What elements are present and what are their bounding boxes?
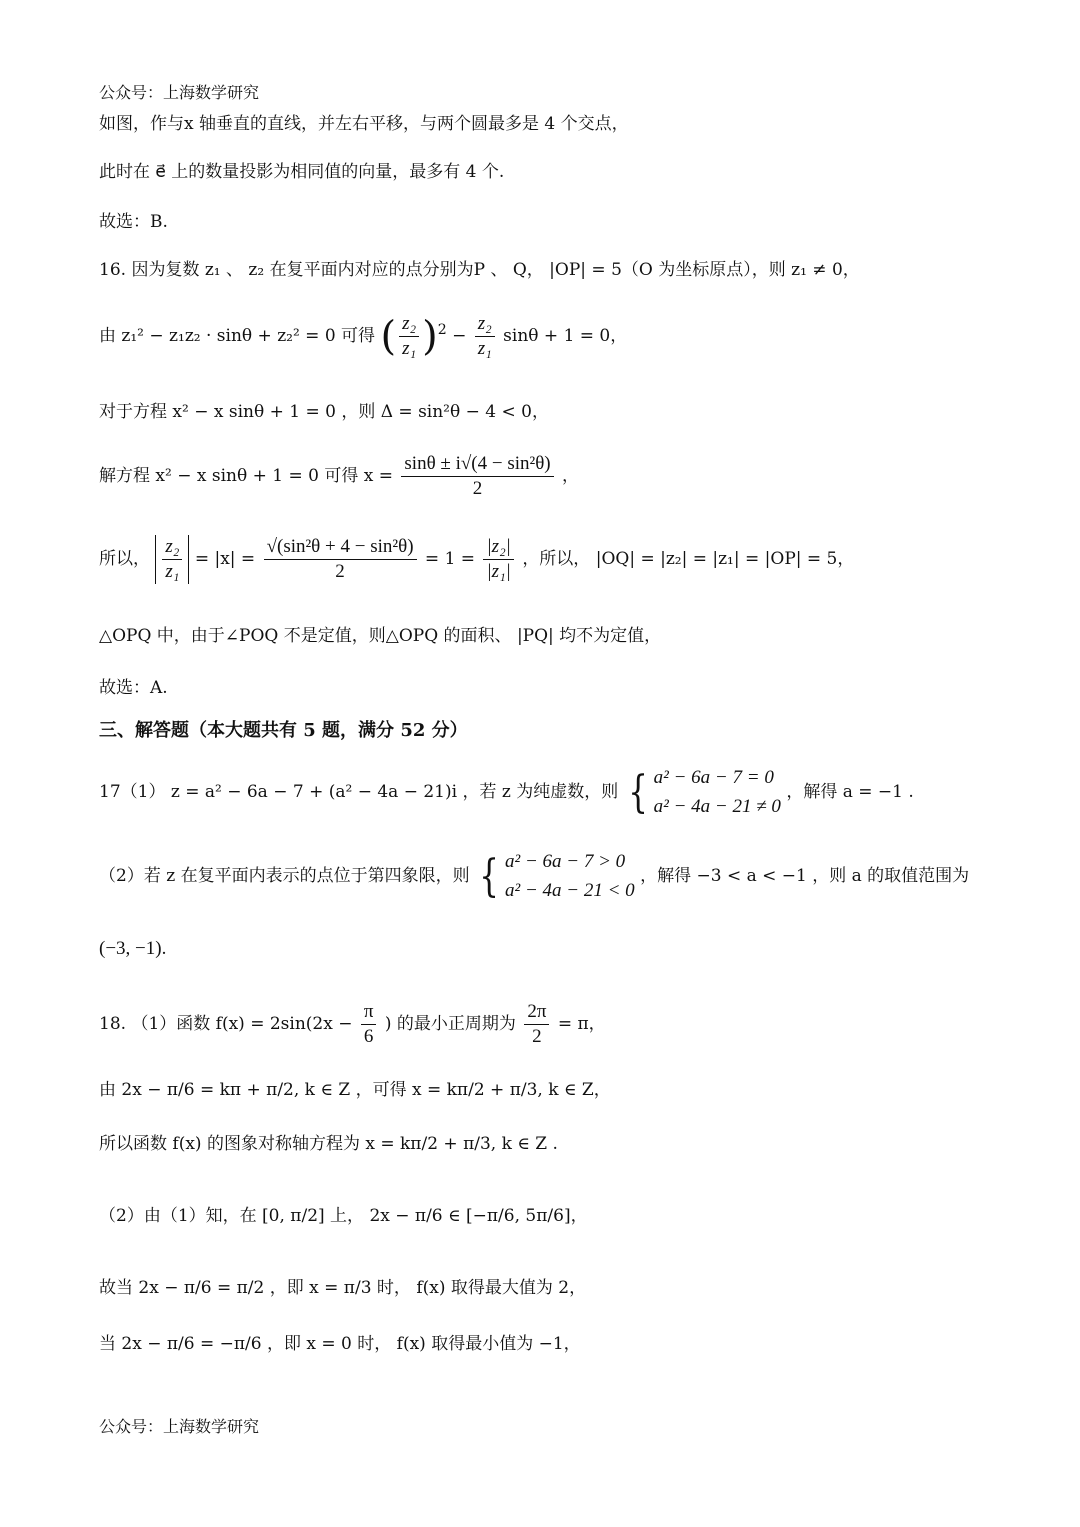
- q18-line-2: 由 2x − π/6 = kπ + π/2, k ∈ Z ，可得 x = kπ/2 + π/3, k ∈ Z，: [99, 1080, 611, 1100]
- q17-line-1: 17（1） z = a² − 6a − 7 + (a² − 4a − 21)i ，若 z 为纯虚数，则 { a² − 6a − 7 = 0 a² − 4a − 21 ≠ 0 ，解得 a = −1 .: [99, 764, 914, 821]
- fraction: $\frac{\text{|z₂|}}{\text{|z₁|}}$: [483, 535, 513, 584]
- q16-line-4: 解方程 x² − x sinθ + 1 = 0 可得 x = $\frac{\text{sinθ ± i√(4 − sin²θ)}}{2}$ ，: [99, 453, 580, 499]
- q16-line-6: △OPQ 中，由于∠POQ 不是定值，则△OPQ 的面积、 |PQ| 均不为定值，: [99, 626, 662, 646]
- fraction: $\frac{\text{z₂}}{\text{z₁}}$: [162, 535, 182, 584]
- q16-line-7: 故选：A.: [99, 678, 168, 698]
- equation-system: a² − 6a − 7 > 0 a² − 4a − 21 < 0: [505, 851, 635, 901]
- equation-system: a² − 6a − 7 = 0 a² − 4a − 21 ≠ 0: [653, 767, 781, 817]
- q17-line-3: (−3, −1).: [99, 938, 167, 959]
- fraction: $\frac{\text{z₂}}{\text{z₁}}$: [399, 312, 419, 361]
- text-line: 此时在 e⃗ 上的数量投影为相同值的向量，最多有 4 个.: [99, 162, 505, 182]
- fraction: $\frac{2\pi}{2}$: [524, 1000, 549, 1049]
- fraction: $\frac{\text{z₂}}{\text{z₁}}$: [475, 312, 495, 361]
- q16-line-2: 由 z₁² − z₁z₂ · sinθ + z₂² = 0 可得 ( $\frac{\text{z₂}}{\text{z₁}}$ )$^2$ − $\frac{\text{z₂}}{\text{z₁}}$ sinθ + 1 = 0，: [99, 313, 628, 360]
- q17-line-2: （2）若 z 在复平面内表示的点位于第四象限，则 { a² − 6a − 7 > 0 a² − 4a − 21 < 0 ，解得 −3 < a < −1 ，则 a 的取值范围为: [99, 848, 969, 905]
- q18-line-6: 当 2x − π/6 = −π/6 ，即 x = 0 时， f(x) 取得最小值为 −1，: [99, 1334, 581, 1354]
- q18-line-3: 所以函数 f(x) 的图象对称轴方程为 x = kπ/2 + π/3, k ∈ Z .: [99, 1134, 558, 1154]
- page-footer: 公众号：上海数学研究: [99, 1417, 260, 1436]
- q18-line-1: 18. （1）函数 f(x) = 2sin(2x − $\frac{\pi}{6}$ ) 的最小正周期为 $\frac{2\pi}{2}$ = π，: [99, 1001, 606, 1047]
- section-title: 三、解答题（本大题共有 5 题，满分 52 分）: [99, 720, 468, 741]
- q16-line-3: 对于方程 x² − x sinθ + 1 = 0 ，则 Δ = sin²θ − 4 < 0，: [99, 402, 549, 422]
- fraction: $\frac{\text{sinθ ± i√(4 − sin²θ)}}{2}$: [401, 452, 553, 501]
- page-header: 公众号：上海数学研究: [99, 83, 260, 102]
- q18-line-5: 故当 2x − π/6 = π/2 ，即 x = π/3 时， f(x) 取得最大值为 2，: [99, 1278, 587, 1298]
- q16-line-5: 所以， $\frac{\text{z₂}}{\text{z₁}}$ = |x| = $\frac{\text{√(sin²θ + 4 − sin²θ)}}{2}$ = 1 = $\frac{\text{|z₂|}}{\text{|z₁|}}$ ，所以， |OQ| = |z₂| = |z₁| = |OP| = 5，: [99, 536, 855, 582]
- text-line: 如图，作与x 轴垂直的直线，并左右平移，与两个圆最多是 4 个交点，: [99, 114, 629, 134]
- text-line: 故选：B.: [99, 212, 168, 232]
- q16-line-1: 16. 因为复数 z₁ 、 z₂ 在复平面内对应的点分别为P 、 Q， |OP| = 5（O 为坐标原点），则 z₁ ≠ 0，: [99, 260, 860, 280]
- fraction: $\frac{\pi}{6}$: [361, 1000, 377, 1049]
- fraction: $\frac{\text{√(sin²θ + 4 − sin²θ)}}{2}$: [264, 535, 417, 584]
- q18-line-4: （2）由（1）知，在 [0, π/2] 上， 2x − π/6 ∈ [−π/6, 5π/6]，: [99, 1206, 588, 1226]
